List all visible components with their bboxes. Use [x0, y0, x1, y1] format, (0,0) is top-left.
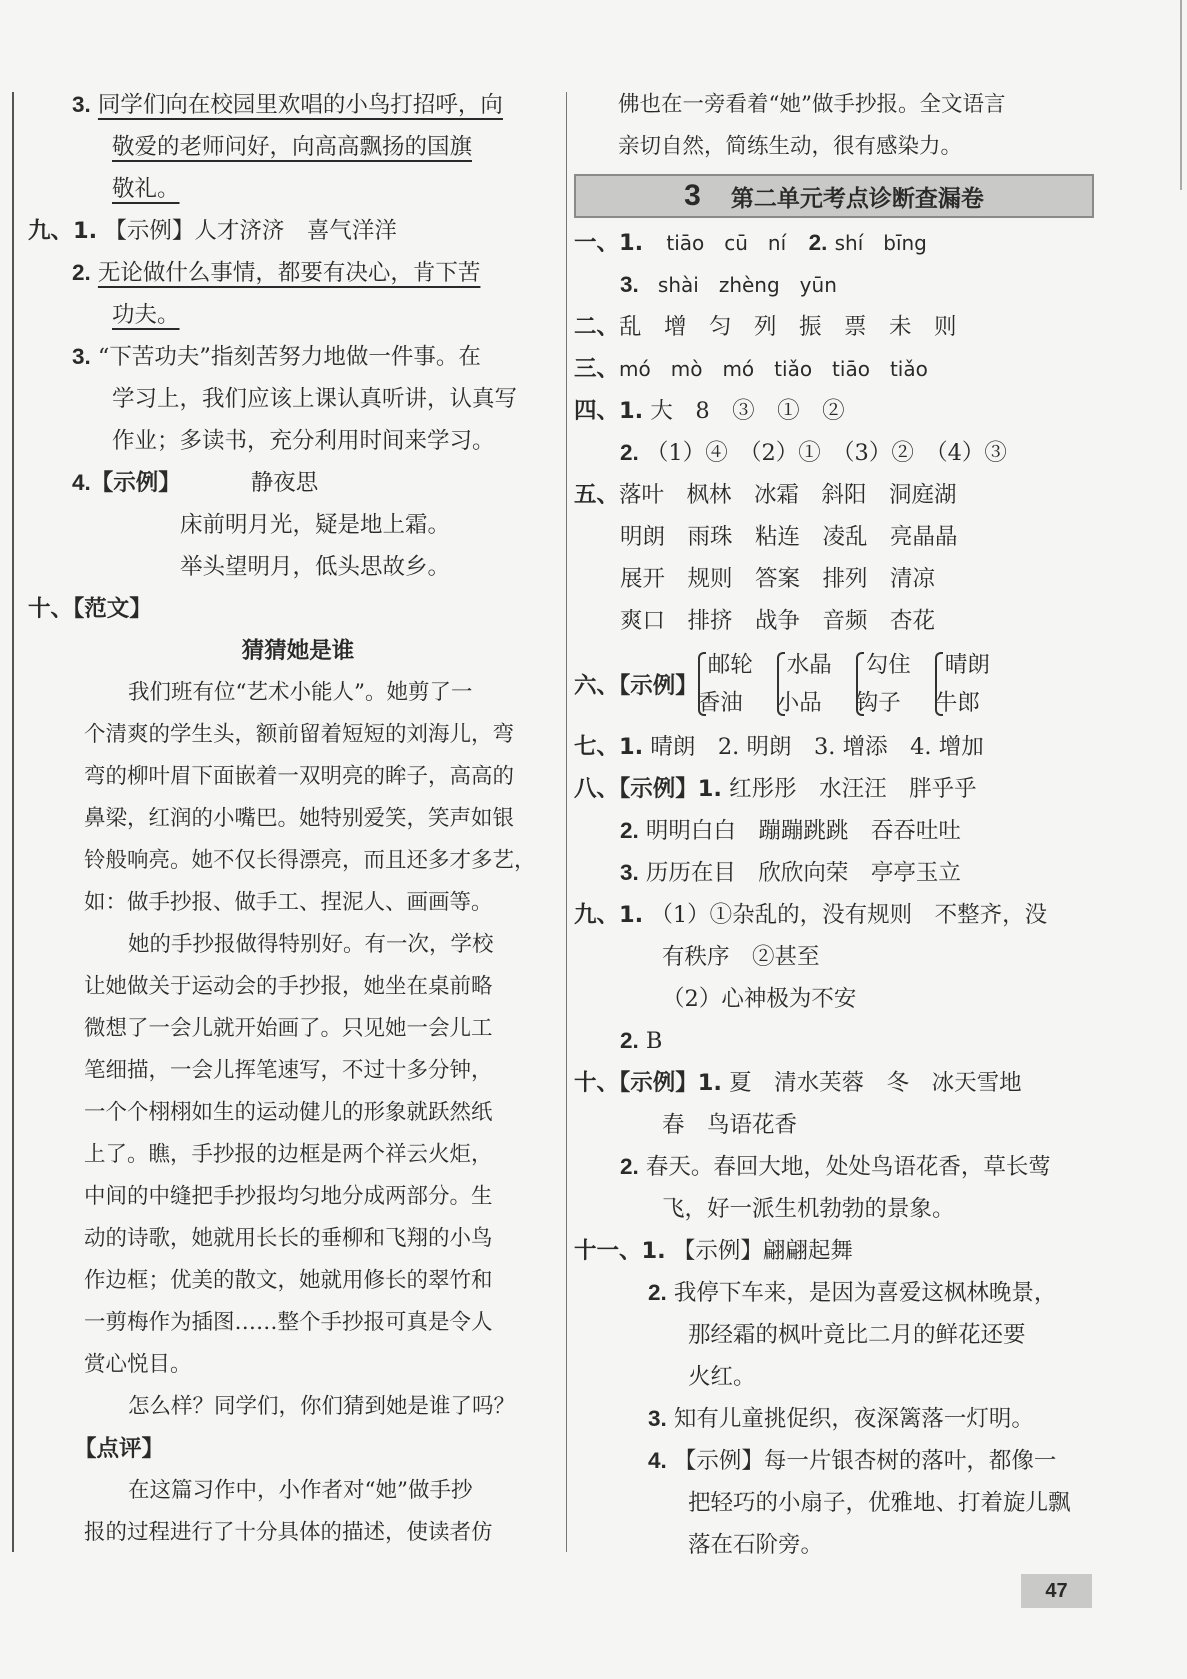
r-q5-line3: 展开 规则 答案 排列 清凉	[620, 566, 936, 592]
r-q8-1: 八、【示例】1. 红彤彤 水汪汪 胖乎乎	[574, 776, 977, 802]
r-q11-1: 十一、1. 【示例】翩翩起舞	[574, 1238, 853, 1264]
q9-4: 4.【示例】 静夜思	[72, 470, 319, 496]
r-q1-3: 3. shài zhèng yūn	[620, 272, 837, 297]
r-q5-line4: 爽口 排挤 战争 音频 杏花	[620, 608, 936, 634]
r-q9-2: 2. B	[620, 1028, 663, 1054]
r-q11-2-line1: 2. 我停下车来，是因为喜爱这枫林晚景，	[648, 1280, 1057, 1306]
essay-line: 铃般响亮。她不仅长得漂亮，而且还多才多艺，	[84, 848, 536, 873]
essay-line: 微想了一会儿就开始画了。只见她一会儿工	[84, 1016, 493, 1041]
q10-heading: 十、【范文】	[28, 596, 152, 622]
essay-line: 中间的中缝把手抄报均匀地分成两部分。生	[84, 1184, 493, 1209]
banner-title: 第二单元考点诊断查漏卷	[730, 185, 984, 212]
comment-line1: 在这篇习作中，小作者对“她”做手抄	[128, 1478, 473, 1503]
left-margin-rule	[12, 92, 14, 1552]
poem-line2: 举头望明月，低头思故乡。	[180, 554, 451, 580]
comment-line2: 报的过程进行了十分具体的描述，使读者仿	[84, 1520, 493, 1545]
essay-line: 作边框；优美的散文，她就用修长的翠竹和	[84, 1268, 493, 1293]
q8-3-line1: 3. 同学们向在校园里欢唱的小鸟打招呼，向	[72, 92, 503, 118]
essay-line: 笔细描，一会儿挥笔速写，不过十多分钟，	[84, 1058, 493, 1083]
q8-3-line3: 敬礼。	[112, 176, 180, 202]
q9-3-line2: 学习上，我们应该上课认真听讲，认真写	[112, 386, 518, 412]
r-q5-line2: 明朗 雨珠 粘连 凌乱 亮晶晶	[620, 524, 958, 550]
q6-pair: 勾住 钩子	[855, 652, 911, 716]
r-q9-1-line1: 九、1. （1）①杂乱的，没有规则 不整齐，没	[574, 902, 1048, 928]
comment-label: 【点评】	[74, 1436, 165, 1462]
q6-pair: 晴朗 牛郎	[934, 652, 990, 716]
q6-pair: 水晶 小品	[776, 652, 832, 716]
right-column	[574, 84, 1094, 1566]
q9-3-line1: 3. “下苦功夫”指刻苦努力地做一件事。在	[72, 344, 481, 370]
essay-line: 赏心悦目。	[84, 1352, 192, 1377]
essay-line: 一个个栩栩如生的运动健儿的形象就跃然纸	[84, 1100, 493, 1125]
banner-number: 3	[684, 179, 701, 212]
essay-line: 弯的柳叶眉下面嵌着一双明亮的眸子，高高的	[84, 764, 515, 789]
poem-title: 静夜思	[250, 470, 319, 496]
r-q11-4-line3: 落在石阶旁。	[688, 1532, 824, 1558]
r-q3: 三、mó mò mó tiǎo tiāo tiǎo	[574, 356, 928, 382]
r-q7: 七、1. 晴朗 2. 明朗 3. 增添 4. 增加	[574, 734, 984, 760]
essay-line: 怎么样？同学们，你们猜到她是谁了吗？	[128, 1394, 516, 1419]
right-edge-rule	[1180, 0, 1182, 190]
comment-cont-line2: 亲切自然，简练生动，很有感染力。	[618, 134, 963, 159]
q9-2-line2: 功夫。	[112, 302, 180, 328]
r-q9-1-line2: 有秩序 ②甚至	[662, 944, 820, 970]
r-q4-2: 2. （1）④ （2）① （3）② （4）③	[620, 440, 1007, 466]
unit-banner	[574, 174, 1094, 218]
left-column	[28, 84, 548, 1554]
poem-line1: 床前明月光，疑是地上霜。	[180, 512, 451, 538]
essay-line: 如：做手抄报、做手工、捏泥人、画画等。	[84, 890, 493, 915]
r-q4-1: 四、1. 大 8 ③ ① ②	[574, 398, 845, 424]
r-q10-2-line2: 飞，好一派生机勃勃的景象。	[662, 1196, 955, 1222]
essay-line: 她的手抄报做得特别好。有一次，学校	[128, 932, 494, 957]
r-q8-3: 3. 历历在目 欣欣向荣 亭亭玉立	[620, 860, 961, 886]
page-number: 47	[1021, 1574, 1092, 1608]
q8-3-line2: 敬爱的老师问好，向高高飘扬的国旗	[112, 134, 473, 160]
r-q10-2-line1: 2. 春天。春回大地，处处鸟语花香，草长莺	[620, 1154, 1051, 1180]
r-q9-1-line3: （2）心神极为不安	[662, 986, 857, 1012]
essay-line: 动的诗歌，她就用长长的垂柳和飞翔的小鸟	[84, 1226, 493, 1251]
essay-line: 上了。瞧，手抄报的边框是两个祥云火炬，	[84, 1142, 493, 1167]
q6-pair: 邮轮 香油	[697, 652, 753, 716]
r-q11-4-line2: 把轻巧的小扇子，优雅地、打着旋儿飘	[688, 1490, 1071, 1516]
essay-line: 个清爽的学生头，额前留着短短的刘海儿，弯	[84, 722, 515, 747]
r-q10-1-line2: 春 鸟语花香	[662, 1112, 798, 1138]
essay-line: 让她做关于运动会的手抄报，她坐在桌前略	[84, 974, 493, 999]
essay-line: 一剪梅作为插图……整个手抄报可真是令人	[84, 1310, 493, 1335]
comment-cont-line1: 佛也在一旁看着“她”做手抄报。全文语言	[618, 92, 1006, 117]
r-q5-line1: 五、落叶 枫林 冰霜 斜阳 洞庭湖	[574, 482, 957, 508]
r-q11-4-line1: 4. 【示例】每一片银杏树的落叶，都像一	[648, 1448, 1057, 1474]
column-divider	[566, 92, 567, 1552]
r-q1-1: 一、1. tiāo cū ní 2. shí bīng	[574, 230, 927, 256]
q9-3-line3: 作业；多读书，充分利用时间来学习。	[112, 428, 495, 454]
essay-title: 猜猜她是谁	[241, 638, 355, 664]
r-q2: 二、乱 增 匀 列 振 票 未 则	[574, 314, 957, 340]
r-q8-2: 2. 明明白白 蹦蹦跳跳 吞吞吐吐	[620, 818, 961, 844]
r-q11-3: 3. 知有儿童挑促织，夜深篱落一灯明。	[648, 1406, 1034, 1432]
q9-2-line1: 2. 无论做什么事情，都要有决心，肯下苦	[72, 260, 481, 286]
q9-1: 九、1. 【示例】人才济济 喜气洋洋	[28, 218, 397, 244]
essay-line: 鼻梁，红润的小嘴巴。她特别爱笑，笑声如银	[84, 806, 515, 831]
r-q11-2-line3: 火红。	[688, 1364, 756, 1390]
essay-line: 我们班有位“艺术小能人”。她剪了一	[128, 680, 473, 705]
r-q6: 六、【示例】 邮轮 香油 水晶 小品 勾住 钩子 晴朗 牛郎	[574, 642, 1094, 726]
r-q11-2-line2: 那经霜的枫叶竟比二月的鲜花还要	[688, 1322, 1026, 1348]
r-q10-1-line1: 十、【示例】1. 夏 清水芙蓉 冬 冰天雪地	[574, 1070, 1022, 1096]
